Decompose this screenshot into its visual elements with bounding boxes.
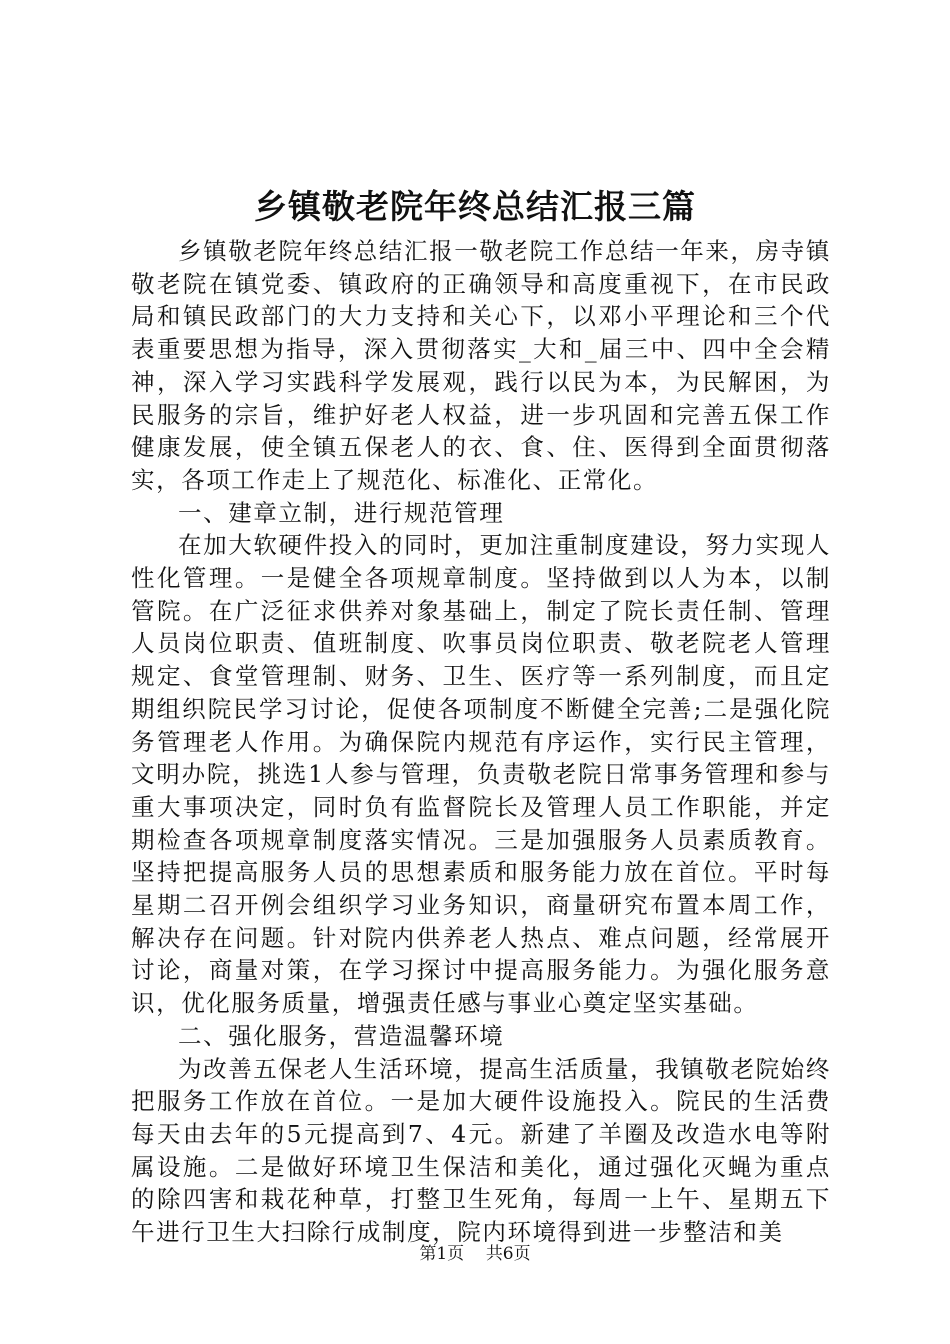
page-separator bbox=[470, 1242, 481, 1266]
page-footer bbox=[0, 1242, 950, 1266]
paragraph-intro: 乡镇敬老院年终总结汇报一敬老院工作总结一年来，房寺镇敬老院在镇党委、镇政府的正确领导和高度重视下，在市民政局和镇民政部门的大力支持和关心下，以邓小平理论和三个代表重要思想为指导，深入贯彻落实_大和_届三中、四中全会精神，深入学习实践科学发展观，践行以民为本，为民解困，为民服务的宗旨，维护好老人权益，进一步巩固和完善五保工作健康发展，使全镇五保老人的衣、食、住、医得到全面贯彻落实，各项工作走上了规范化、标准化、正常化。 bbox=[131, 237, 831, 494]
section-heading-1: 一、建章立制，进行规范管理 bbox=[178, 498, 505, 527]
paragraph-section-1: 在加大软硬件投入的同时，更加注重制度建设，努力实现人性化管理。一是健全各项规章制度。坚持做到以人为本，以制管院。在广泛征求供养对象基础上，制定了院长责任制、管理人员岗位职责、值班制度、吹事员岗位职责、敬老院老人管理规定、食堂管理制、财务、卫生、医疗等一系列制度，而且定期组织院民学习讨论，促使各项制度不断健全完善;二是强化院务管理老人作用。为确保院内规范有序运作，实行民主管理，文明办院，挑选1人参与管理，负责敬老院日常事务管理和参与重大事项决定，同时负有监督院长及管理人员工作职能，并定期检查各项规章制度落实情况。三是加强服务人员素质教育。坚持把提高服务人员的思想素质和服务能力放在首位。平时每星期二召开例会组织学习业务知识，商量研究布置本周工作，解决存在问题。针对院内供养老人热点、难点问题，经常展开讨论，商量对策，在学习探讨中提高服务能力。为强化服务意识，优化服务质量，增强责任感与事业心奠定坚实基础。 bbox=[131, 531, 831, 1018]
page-number: 第1页 bbox=[419, 1244, 465, 1264]
document-body bbox=[131, 235, 831, 1249]
page-total: 共6页 bbox=[485, 1244, 531, 1264]
paragraph-section-2: 为改善五保老人生活环境，提高生活质量，我镇敬老院始终把服务工作放在首位。一是加大硬件设施投入。院民的生活费每天由去年的5元提高到7、4元。新建了羊圈及改造水电等附属设施。二是做好环境卫生保洁和美化，通过强化灭蝇为重点的除四害和栽花种草，打整卫生死角，每周一上午、星期五下午进行卫生大扫除行成制度，院内环境得到进一步整洁和美 bbox=[131, 1054, 831, 1247]
document-title: 乡镇敬老院年终总结汇报三篇 bbox=[254, 187, 696, 226]
section-heading-2: 二、强化服务，营造温馨环境 bbox=[178, 1021, 505, 1050]
